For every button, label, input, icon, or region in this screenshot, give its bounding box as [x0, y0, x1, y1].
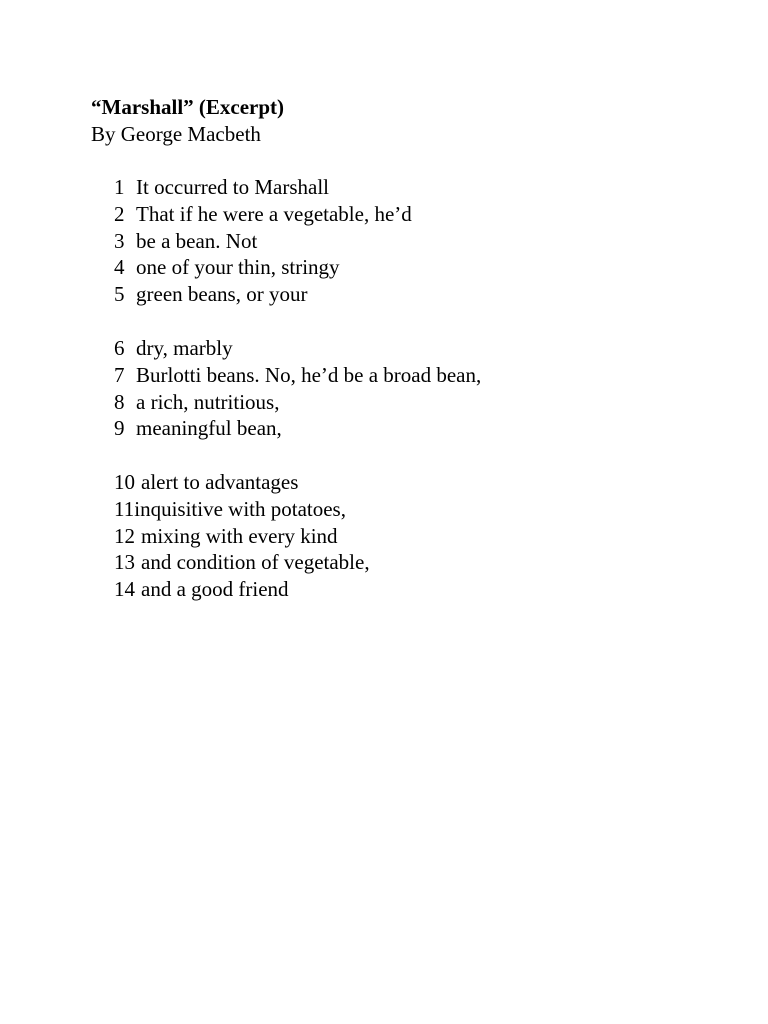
- line-number: 1: [114, 175, 125, 199]
- poem-line: [114, 174, 412, 201]
- line-text: and a good friend: [141, 577, 289, 602]
- line-number: 11: [114, 496, 135, 521]
- line-text: dry, marbly: [136, 336, 233, 360]
- line-text: a rich, nutritious,: [136, 389, 280, 414]
- poem-line: [114, 523, 370, 550]
- stanza-1: [114, 174, 412, 308]
- poem-line: [114, 362, 481, 389]
- line-number: 4: [114, 255, 125, 280]
- line-number: 5: [114, 282, 125, 307]
- line-text: and condition of vegetable,: [141, 550, 370, 575]
- line-text: meaningful bean,: [136, 416, 282, 441]
- line-text: mixing with every kind: [141, 523, 338, 548]
- stanza-2: [114, 335, 481, 442]
- line-number: 14: [114, 577, 135, 602]
- line-number: 3: [114, 228, 125, 253]
- line-number: 12: [114, 523, 135, 548]
- poem-line: [114, 335, 481, 362]
- line-number: 2: [114, 201, 125, 226]
- poem-line: [114, 389, 481, 416]
- line-number: 7: [114, 362, 125, 387]
- line-number: 8: [114, 389, 125, 414]
- line-number: 10: [114, 470, 135, 494]
- poem-line: [114, 549, 370, 576]
- poem-line: [114, 228, 412, 255]
- line-number: 13: [114, 550, 135, 575]
- poem-line: [114, 496, 370, 523]
- poem-title: “Marshall” (Excerpt): [91, 95, 285, 119]
- line-number: 6: [114, 336, 125, 360]
- poem-line: [114, 469, 370, 496]
- line-number: 9: [114, 416, 125, 441]
- line-text: Burlotti beans. No, he’d be a broad bean,: [136, 362, 482, 387]
- poem-line: [114, 415, 481, 442]
- poem-line: [114, 576, 370, 603]
- line-text: one of your thin, stringy: [136, 255, 340, 280]
- line-text: That if he were a vegetable, he’d: [136, 201, 412, 226]
- poem-byline: By George Macbeth: [91, 122, 261, 146]
- line-text: inquisitive with potatoes,: [134, 496, 346, 521]
- poem-line: [114, 281, 412, 308]
- poem-line: [114, 254, 412, 281]
- poem-line: [114, 201, 412, 228]
- stanza-3: [114, 469, 370, 603]
- line-text: be a bean. Not: [136, 228, 258, 253]
- line-text: green beans, or your: [136, 282, 308, 307]
- line-text: It occurred to Marshall: [136, 175, 330, 199]
- line-text: alert to advantages: [141, 470, 299, 494]
